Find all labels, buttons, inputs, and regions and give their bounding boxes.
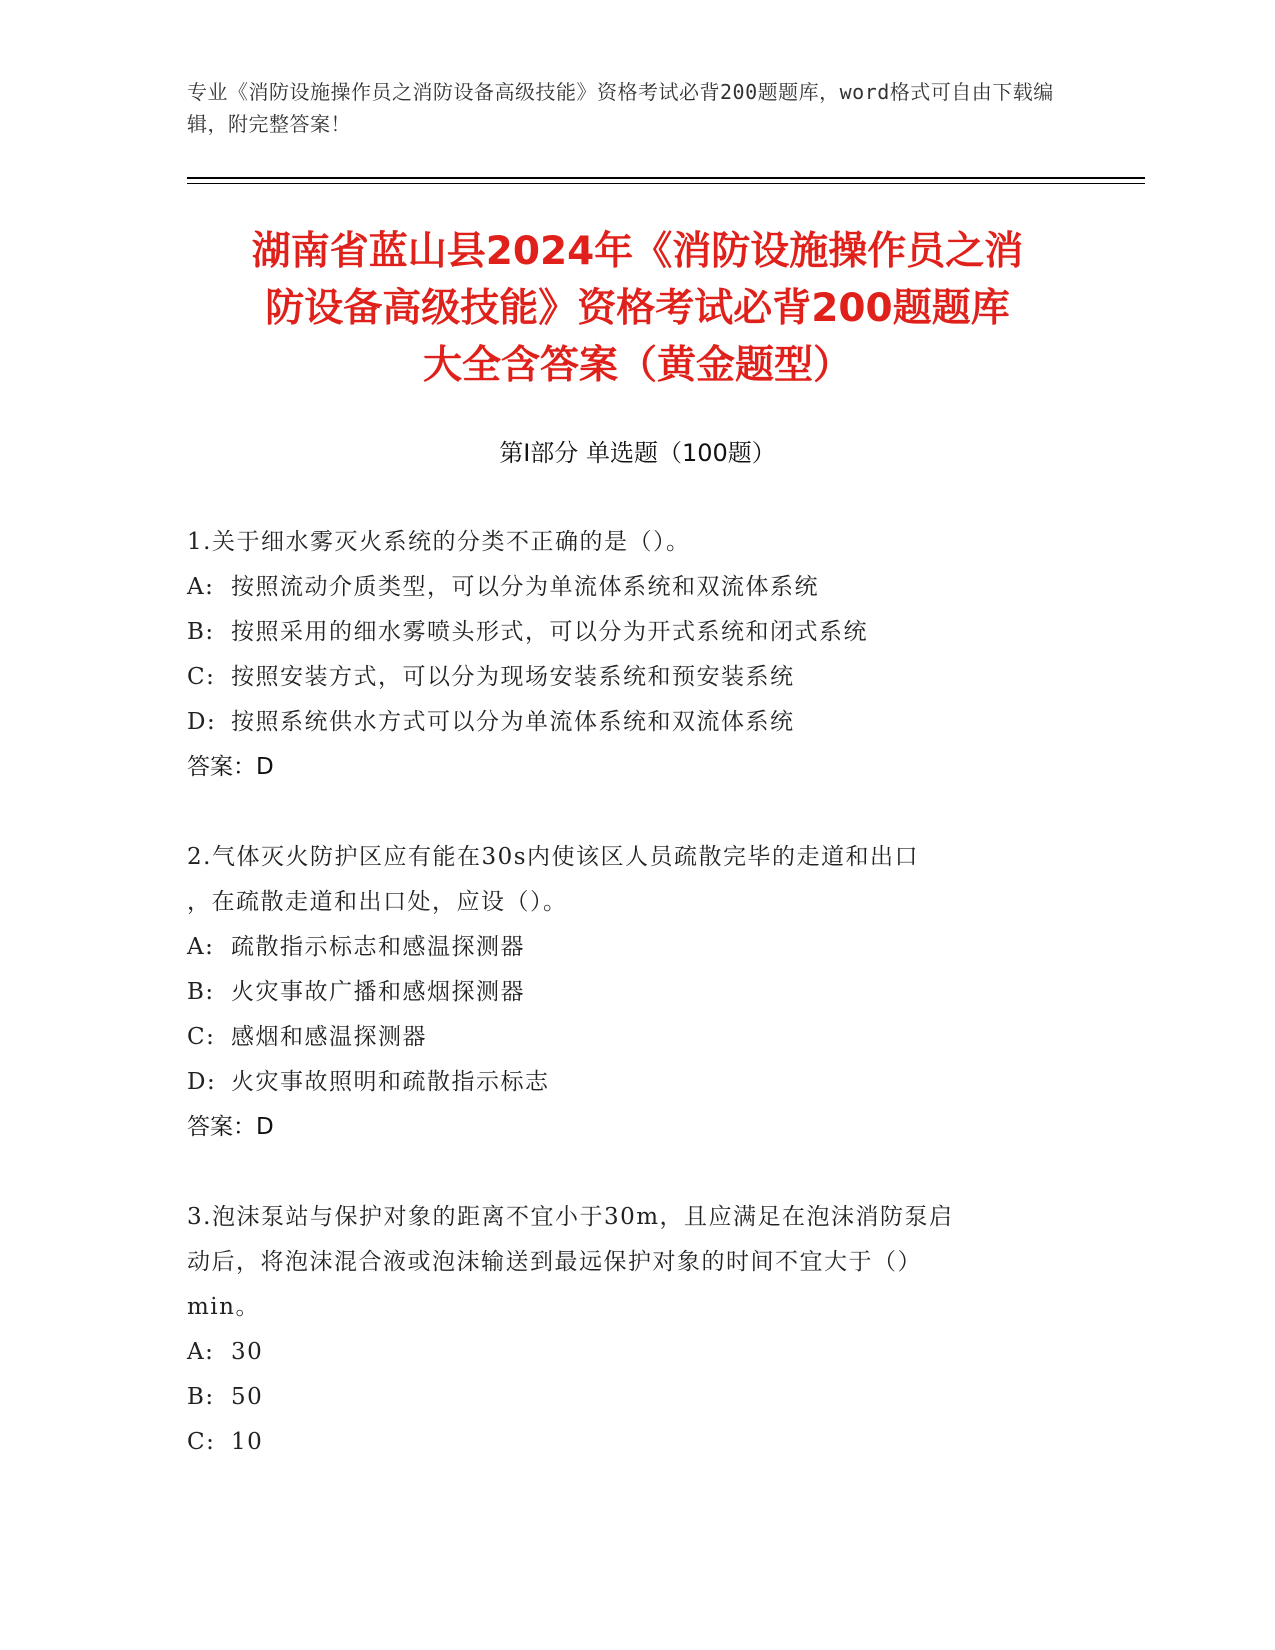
title-line: 湖南省蓝山县2024年《消防设施操作员之消 bbox=[251, 229, 1024, 274]
option-text: 感烟和感温探测器 bbox=[231, 1024, 427, 1050]
question-stem: 1.关于细水雾灭火系统的分类不正确的是（）。 bbox=[187, 529, 691, 555]
section-heading: 第I部分 单选题（100题） bbox=[499, 439, 776, 467]
header-note: 专业《消防设施操作员之消防设备高级技能》资格考试必背200题题库，word格式可自由下载编辑，附完整答案！ bbox=[187, 80, 1054, 136]
option-key: C: bbox=[187, 664, 216, 690]
header-divider-thick bbox=[187, 177, 1145, 179]
option-key: B: bbox=[187, 1384, 215, 1410]
option-key: C: bbox=[187, 1024, 216, 1050]
question-stem-line: min。 bbox=[187, 1294, 260, 1320]
question-1 bbox=[187, 520, 1087, 790]
option-text: 按照采用的细水雾喷头形式，可以分为开式系统和闭式系统 bbox=[231, 619, 868, 645]
option-text: 10 bbox=[231, 1429, 264, 1455]
question-stem-line: 动后，将泡沫混合液或泡沫输送到最远保护对象的时间不宜大于（） bbox=[187, 1249, 922, 1275]
option-key: D: bbox=[187, 1069, 217, 1095]
option-b bbox=[187, 610, 1087, 655]
option-text: 按照系统供水方式可以分为单流体系统和双流体系统 bbox=[231, 709, 795, 735]
answer-line: 答案：D bbox=[187, 754, 274, 780]
title-line: 大全含答案（黄金题型） bbox=[422, 343, 852, 388]
option-key: A: bbox=[187, 934, 215, 960]
option-d bbox=[187, 700, 1087, 745]
option-a bbox=[187, 565, 1087, 610]
answer-line: 答案：D bbox=[187, 1114, 274, 1140]
option-key: D: bbox=[187, 709, 217, 735]
option-text: 30 bbox=[231, 1339, 264, 1365]
question-stem-line: 2.气体灭火防护区应有能在30s内使该区人员疏散完毕的走道和出口 bbox=[187, 844, 920, 870]
document-title bbox=[150, 223, 1125, 394]
option-key: B: bbox=[187, 979, 215, 1005]
title-line: 防设备高级技能》资格考试必背200题题库 bbox=[265, 286, 1010, 331]
option-c bbox=[187, 1015, 1087, 1060]
question-stem-line: ，在疏散走道和出口处，应设（）。 bbox=[187, 889, 568, 915]
option-c bbox=[187, 1420, 1087, 1465]
header-divider-thin bbox=[187, 183, 1145, 184]
option-d bbox=[187, 1060, 1087, 1105]
question-2 bbox=[187, 835, 1087, 1150]
option-b bbox=[187, 1375, 1087, 1420]
option-text: 火灾事故广播和感烟探测器 bbox=[231, 979, 525, 1005]
option-key: A: bbox=[187, 574, 215, 600]
question-3 bbox=[187, 1195, 1087, 1465]
option-c bbox=[187, 655, 1087, 700]
option-b bbox=[187, 970, 1087, 1015]
option-a bbox=[187, 925, 1087, 970]
option-a bbox=[187, 1330, 1087, 1375]
question-list bbox=[187, 520, 1087, 1510]
option-key: C: bbox=[187, 1429, 216, 1455]
question-stem-line: 3.泡沫泵站与保护对象的距离不宜小于30m，且应满足在泡沫消防泵启 bbox=[187, 1204, 954, 1230]
option-text: 按照安装方式，可以分为现场安装系统和预安装系统 bbox=[231, 664, 795, 690]
option-text: 50 bbox=[231, 1384, 264, 1410]
option-key: B: bbox=[187, 619, 215, 645]
option-text: 按照流动介质类型，可以分为单流体系统和双流体系统 bbox=[231, 574, 819, 600]
option-key: A: bbox=[187, 1339, 215, 1365]
option-text: 火灾事故照明和疏散指示标志 bbox=[231, 1069, 550, 1095]
option-text: 疏散指示标志和感温探测器 bbox=[231, 934, 525, 960]
